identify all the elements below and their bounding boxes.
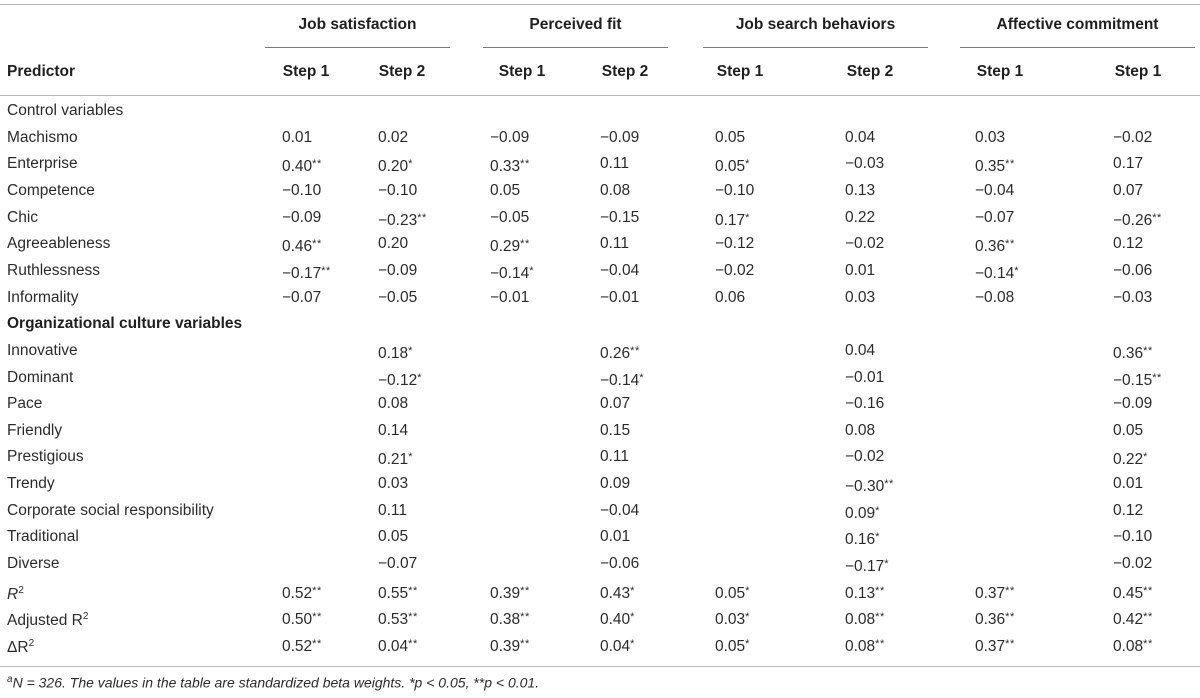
row-label [7, 444, 84, 471]
table-cell: −0.04 [600, 501, 640, 519]
table-cell: 0.01 [600, 528, 631, 546]
row-label-text: Corporate social responsibility [7, 501, 214, 519]
table-cell: 0.17* [715, 211, 750, 229]
row-label-text: Agreeableness [7, 235, 111, 253]
table-cell: −0.06 [600, 555, 640, 573]
table-cell: −0.09 [378, 261, 418, 279]
table-cell: 0.46** [282, 238, 322, 256]
table-cell: 0.08** [845, 638, 885, 655]
row-label-text: Ruthlessness [7, 261, 101, 279]
table-cell: 0.04** [378, 638, 418, 655]
table-cell: 0.11 [600, 448, 630, 466]
table-row [0, 471, 1200, 498]
row-label [7, 524, 79, 551]
table-cell: 0.04 [845, 341, 876, 359]
table-cell: −0.09 [282, 208, 322, 226]
table-cell: −0.30** [845, 478, 894, 496]
table-cell: −0.12* [378, 371, 423, 389]
table-cell: −0.10 [1113, 528, 1153, 546]
table-cell: 0.20* [378, 158, 413, 176]
header-rule [0, 95, 1200, 96]
table-cell: 0.09 [600, 475, 631, 493]
table-cell: −0.26** [1113, 211, 1162, 229]
row-label [7, 98, 123, 125]
predictor-header: Predictor [7, 63, 76, 80]
table-cell: −0.01 [490, 288, 530, 306]
table-cell: −0.10 [282, 181, 322, 199]
table-cell: 0.14 [378, 421, 409, 439]
table-cell: −0.14* [600, 371, 645, 389]
table-row [0, 205, 1200, 232]
table-row [0, 231, 1200, 258]
table-cell: 0.03 [975, 128, 1006, 146]
table-cell: 0.52** [282, 638, 322, 655]
table-cell: 0.11 [600, 155, 630, 173]
table-cell: 0.40** [282, 158, 322, 176]
table-cell: −0.15 [600, 208, 640, 226]
step-header: Step 2 [846, 63, 894, 80]
step-header: Step 1 [716, 63, 764, 80]
row-label [7, 258, 100, 285]
row-label-superscript: 2 [82, 611, 89, 623]
table-cell: 0.21* [378, 451, 413, 469]
table-cell: 0.42** [1113, 611, 1153, 629]
table-cell: −0.16 [845, 395, 885, 413]
row-label-text: Innovative [7, 341, 78, 359]
table-cell: 0.29** [490, 238, 530, 256]
row-label [7, 311, 242, 338]
row-label-text: Machismo [7, 128, 78, 146]
table-cell: −0.14* [975, 264, 1020, 282]
table-cell: 0.05* [715, 584, 750, 602]
row-label-text: Dominant [7, 368, 74, 386]
table-cell: 0.50** [282, 611, 322, 629]
table-cell: −0.02 [1113, 128, 1153, 146]
table-top-rule [0, 4, 1200, 5]
table-cell: 0.22* [1113, 451, 1148, 469]
group-underline-perceived-fit [483, 47, 668, 48]
table-cell: −0.10 [715, 181, 755, 199]
table-row [0, 285, 1200, 312]
table-cell: 0.08** [845, 611, 885, 629]
row-label [7, 151, 78, 178]
table-cell: −0.03 [1113, 288, 1153, 306]
row-label-text: Competence [7, 181, 95, 199]
row-label-superscript: 2 [28, 638, 35, 649]
row-label [7, 551, 60, 578]
step-header: Step 1 [1114, 63, 1162, 80]
table-cell: −0.02 [1113, 555, 1153, 573]
table-cell: −0.07 [282, 288, 322, 306]
table-cell: 0.52** [282, 584, 322, 602]
row-label [7, 178, 95, 205]
table-cell: 0.15 [600, 421, 631, 439]
group-header-job-search-behaviors: Job search behaviors [735, 16, 896, 33]
table-cell: −0.09 [600, 128, 640, 146]
row-label [7, 285, 79, 312]
table-cell: 0.45** [1113, 584, 1153, 602]
table-cell: −0.05 [490, 208, 530, 226]
table-row [0, 391, 1200, 418]
table-cell: 0.36** [975, 611, 1015, 629]
row-label [7, 631, 34, 662]
table-cell: 0.40* [600, 611, 635, 629]
table-cell: 0.08 [845, 421, 876, 439]
row-label-text: Diverse [7, 555, 60, 573]
table-cell: 0.08 [600, 181, 631, 199]
table-cell: 0.11 [600, 235, 630, 253]
table-row [0, 178, 1200, 205]
step-header: Step 1 [498, 63, 546, 80]
table-cell: −0.03 [845, 155, 885, 173]
table-cell: 0.38** [490, 611, 530, 629]
table-cell: 0.01 [845, 261, 876, 279]
row-label [7, 391, 42, 418]
table-cell: 0.11 [378, 501, 408, 519]
table-row [0, 98, 1200, 125]
table-cell: 0.26** [600, 344, 640, 362]
footnote-marker: a [7, 674, 13, 685]
table-row [0, 551, 1200, 578]
table-cell: 0.03* [715, 611, 750, 629]
row-label [7, 471, 55, 498]
step-header: Step 1 [976, 63, 1024, 80]
table-cell: 0.39** [490, 638, 530, 655]
table-cell: −0.07 [378, 555, 418, 573]
table-cell: −0.23** [378, 211, 427, 229]
table-cell: 0.05 [715, 128, 746, 146]
table-cell: 0.36** [1113, 344, 1153, 362]
row-label-text: ΔR [7, 639, 29, 656]
table-cell: 0.07 [1113, 181, 1144, 199]
table-cell: −0.04 [600, 261, 640, 279]
table-cell: 0.13** [845, 584, 885, 602]
step-header: Step 1 [282, 63, 330, 80]
table-cell: 0.03 [845, 288, 876, 306]
row-label-text: Chic [7, 208, 39, 226]
row-label [7, 125, 78, 152]
table-cell: 0.36** [975, 238, 1015, 256]
table-cell: −0.05 [378, 288, 418, 306]
table-cell: 0.37** [975, 638, 1015, 655]
table-cell: 0.05 [490, 181, 521, 199]
table-cell: −0.08 [975, 288, 1015, 306]
table-row [0, 631, 1200, 658]
table-cell: 0.04* [600, 638, 635, 655]
table-cell: 0.03 [378, 475, 409, 493]
table-cell: −0.02 [715, 261, 755, 279]
table-row [0, 604, 1200, 631]
table-cell: 0.08 [378, 395, 409, 413]
table-row [0, 151, 1200, 178]
table-cell: 0.16* [845, 531, 880, 549]
row-label-text: Pace [7, 395, 43, 413]
row-label-text: Traditional [7, 528, 79, 546]
table-row [0, 338, 1200, 365]
row-label [7, 231, 110, 258]
row-label-text: Control variables [7, 102, 124, 119]
table-cell: 0.05* [715, 158, 750, 176]
row-label-text: Adjusted R [7, 612, 83, 630]
table-cell: 0.05* [715, 638, 750, 655]
row-label-text: Enterprise [7, 155, 78, 173]
table-cell: −0.02 [845, 235, 885, 253]
table-cell: 0.13 [845, 181, 876, 199]
table-cell: −0.14* [490, 264, 535, 282]
group-header-affective-commitment: Affective commitment [996, 16, 1159, 33]
table-cell: 0.22 [845, 208, 876, 226]
table-cell: −0.10 [378, 181, 418, 199]
table-cell: 0.08** [1113, 638, 1153, 655]
table-cell: 0.01 [282, 128, 313, 146]
table-cell: −0.01 [600, 288, 640, 306]
table-cell: −0.17* [845, 558, 890, 576]
table-cell: −0.01 [845, 368, 885, 386]
table-row [0, 258, 1200, 285]
table-row [0, 418, 1200, 445]
table-footnote [7, 674, 539, 691]
table-cell: 0.39** [490, 584, 530, 602]
row-label-text: R [7, 585, 19, 603]
table-row [0, 311, 1200, 338]
row-label-text: Informality [7, 288, 79, 306]
table-cell: 0.06 [715, 288, 746, 306]
table-cell: −0.02 [845, 448, 885, 466]
group-header-job-satisfaction: Job satisfaction [298, 16, 417, 33]
table-row [0, 578, 1200, 605]
table-cell: 0.20 [378, 235, 409, 253]
table-cell: 0.09* [845, 504, 880, 522]
row-label-text: Prestigious [7, 448, 84, 466]
group-header-perceived-fit: Perceived fit [529, 16, 622, 33]
row-label [7, 338, 78, 365]
table-cell: −0.07 [975, 208, 1015, 226]
table-cell: 0.33** [490, 158, 530, 176]
row-label [7, 365, 73, 392]
table-cell: 0.05 [1113, 421, 1144, 439]
table-cell: 0.02 [378, 128, 409, 146]
row-label-text: Trendy [7, 475, 55, 493]
table-cell: 0.05 [378, 528, 409, 546]
table-bottom-rule [0, 666, 1200, 667]
table-cell: 0.07 [600, 395, 631, 413]
row-label [7, 418, 62, 445]
table-cell: −0.15** [1113, 371, 1162, 389]
group-underline-job-satisfaction [265, 47, 450, 48]
table-cell: −0.06 [1113, 261, 1153, 279]
table-cell: −0.09 [1113, 395, 1153, 413]
step-header: Step 2 [601, 63, 649, 80]
table-cell: 0.37** [975, 584, 1015, 602]
step-header: Step 2 [378, 63, 426, 80]
table-cell: −0.12 [715, 235, 755, 253]
table-cell: −0.17** [282, 264, 331, 282]
table-cell: 0.43* [600, 584, 635, 602]
table-cell: 0.55** [378, 584, 418, 602]
row-label [7, 205, 38, 232]
table-row [0, 444, 1200, 471]
row-label-text: Friendly [7, 421, 63, 439]
table-row [0, 524, 1200, 551]
table-row [0, 498, 1200, 525]
table-cell: 0.53** [378, 611, 418, 629]
group-underline-affective-commitment [960, 47, 1195, 48]
table-cell: −0.09 [490, 128, 530, 146]
table-row [0, 365, 1200, 392]
table-cell: 0.17 [1113, 155, 1144, 173]
table-cell: 0.12 [1113, 235, 1144, 253]
table-cell: 0.04 [845, 128, 876, 146]
row-label-text: Organizational culture variables [7, 315, 243, 333]
footnote-text: N = 326. The values in the table are standardized beta weights. *p < 0.05, **p < 0.01. [12, 674, 540, 691]
table-cell: 0.18* [378, 344, 413, 362]
table-cell: −0.04 [975, 181, 1015, 199]
row-label-superscript: 2 [18, 584, 24, 596]
group-underline-job-search-behaviors [703, 47, 928, 48]
table-cell: 0.12 [1113, 501, 1144, 519]
table-cell: 0.01 [1113, 475, 1144, 493]
table-row [0, 125, 1200, 152]
table-cell: 0.35** [975, 158, 1015, 176]
row-label [7, 498, 214, 525]
